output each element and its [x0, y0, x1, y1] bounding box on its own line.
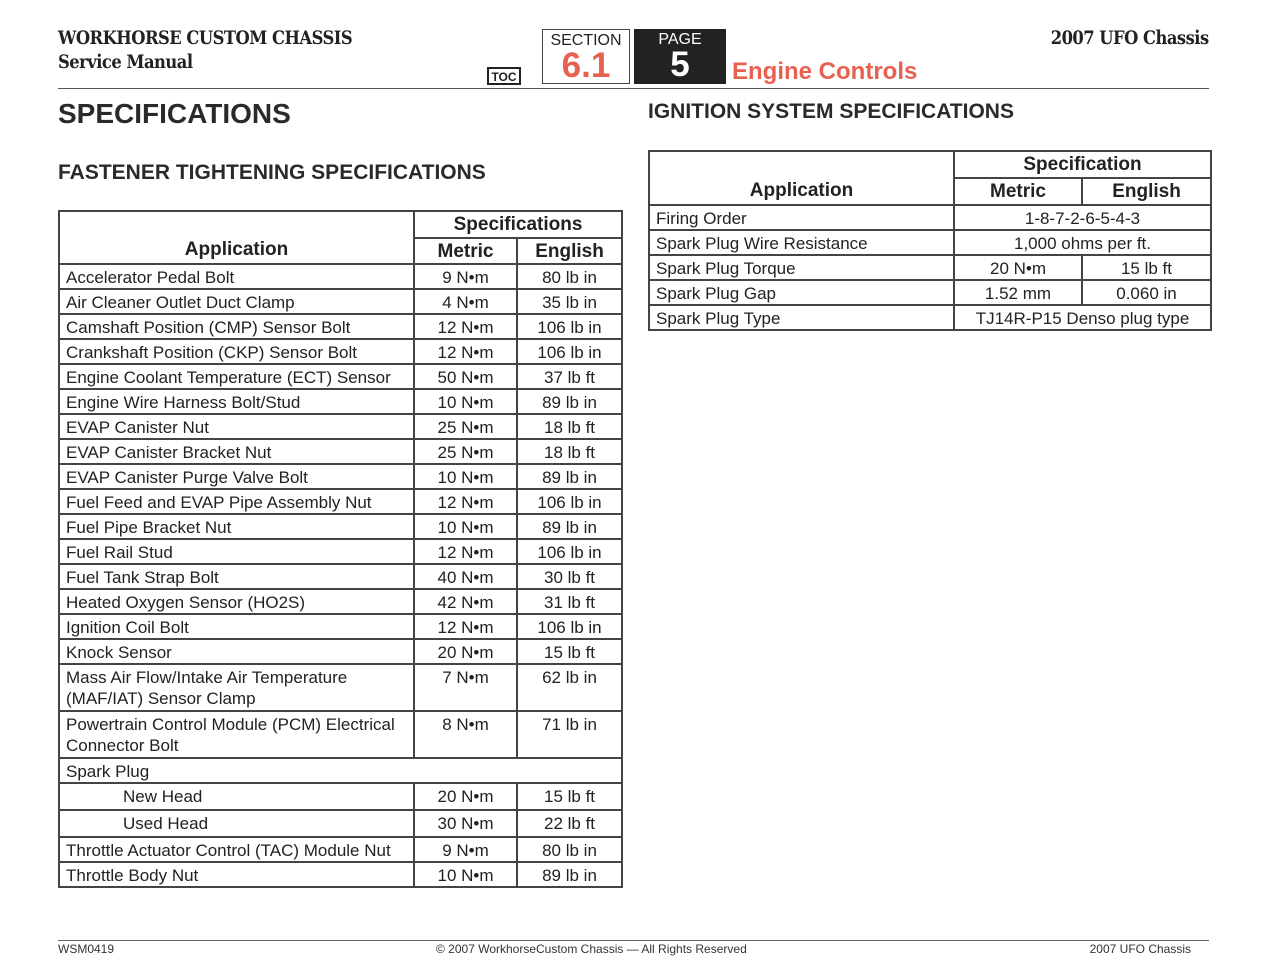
metric-cell: 50 N•m [414, 364, 517, 389]
table-row [59, 414, 622, 439]
metric-cell: 12 N•m [414, 314, 517, 339]
section-label: SECTION [550, 32, 622, 49]
table-row [59, 389, 622, 414]
table-row [649, 230, 1211, 255]
application-cell: Ignition Coil Bolt [59, 614, 414, 639]
application-cell: EVAP Canister Purge Valve Bolt [59, 464, 414, 489]
table-row [59, 614, 622, 639]
metric-cell: 10 N•m [414, 862, 517, 887]
english-cell: 80 lb in [517, 837, 622, 862]
application-cell: Spark Plug Torque [649, 255, 954, 280]
page-indicator [634, 29, 726, 84]
english-cell: 0.060 in [1082, 280, 1211, 305]
metric-cell: 42 N•m [414, 589, 517, 614]
chapter-title: Engine Controls [732, 58, 918, 85]
application-cell: Air Cleaner Outlet Duct Clamp [59, 289, 414, 314]
metric-cell: 9 N•m [414, 264, 517, 289]
metric-cell: 20 N•m [414, 783, 517, 810]
col-metric: Metric [954, 178, 1082, 205]
page-label: PAGE [658, 31, 702, 48]
table-row [59, 639, 622, 664]
footer-divider [58, 940, 1209, 941]
english-cell: 15 lb ft [517, 783, 622, 810]
table-row [59, 810, 622, 837]
specification-cell: TJ14R-P15 Denso plug type [954, 305, 1211, 330]
col-specifications: Specifications [414, 211, 622, 238]
col-english: English [517, 238, 622, 264]
table-row [59, 564, 622, 589]
application-cell: Spark Plug Gap [649, 280, 954, 305]
english-cell: 106 lb in [517, 314, 622, 339]
table-row [59, 364, 622, 389]
fastener-heading: FASTENER TIGHTENING SPECIFICATIONS [58, 161, 486, 184]
application-cell: Throttle Body Nut [59, 862, 414, 887]
fastener-spec-table [58, 210, 623, 888]
doc-id: WSM0419 [58, 942, 115, 956]
application-cell: New Head [59, 783, 414, 810]
section-number: 6.1 [561, 46, 611, 85]
english-cell: 80 lb in [517, 264, 622, 289]
application-cell: Fuel Pipe Bracket Nut [59, 514, 414, 539]
application-cell: Powertrain Control Module (PCM) Electrical Connector Bolt [59, 711, 414, 758]
english-cell: 35 lb in [517, 289, 622, 314]
metric-cell: 30 N•m [414, 810, 517, 837]
application-cell: Heated Oxygen Sensor (HO2S) [59, 589, 414, 614]
english-cell: 106 lb in [517, 539, 622, 564]
metric-cell: 12 N•m [414, 614, 517, 639]
application-cell: Throttle Actuator Control (TAC) Module Nut [59, 837, 414, 862]
english-cell: 37 lb ft [517, 364, 622, 389]
metric-cell: 1.52 mm [954, 280, 1082, 305]
application-cell: Spark Plug Wire Resistance [649, 230, 954, 255]
metric-cell: 9 N•m [414, 837, 517, 862]
table-row [649, 280, 1211, 305]
col-metric: Metric [414, 238, 517, 264]
table-row [59, 439, 622, 464]
application-cell: Accelerator Pedal Bolt [59, 264, 414, 289]
specification-cell: 1,000 ohms per ft. [954, 230, 1211, 255]
product-header: 2007 UFO Chassis [1051, 27, 1209, 49]
english-cell: 22 lb ft [517, 810, 622, 837]
application-cell: Spark Plug [59, 758, 622, 783]
metric-cell: 8 N•m [414, 711, 517, 758]
company-header [58, 26, 352, 74]
table-row [59, 711, 622, 758]
table-row [649, 255, 1211, 280]
table-row [59, 464, 622, 489]
ignition-spec-table [648, 150, 1212, 331]
footer-product: 2007 UFO Chassis [1089, 942, 1191, 956]
application-cell: Used Head [59, 810, 414, 837]
english-cell: 106 lb in [517, 339, 622, 364]
application-cell: Fuel Rail Stud [59, 539, 414, 564]
table-row [649, 305, 1211, 330]
metric-cell: 12 N•m [414, 489, 517, 514]
application-cell: Fuel Feed and EVAP Pipe Assembly Nut [59, 489, 414, 514]
col-english: English [1082, 178, 1211, 205]
col-application: Application [649, 151, 954, 205]
company-name: WORKHORSE CUSTOM CHASSIS [58, 27, 353, 49]
table-row [59, 339, 622, 364]
application-cell: Knock Sensor [59, 639, 414, 664]
specification-cell: 1-8-7-2-6-5-4-3 [954, 205, 1211, 230]
metric-cell: 40 N•m [414, 564, 517, 589]
table-row [59, 314, 622, 339]
metric-cell: 10 N•m [414, 389, 517, 414]
application-cell: Fuel Tank Strap Bolt [59, 564, 414, 589]
section-indicator [542, 29, 630, 84]
english-cell: 30 lb ft [517, 564, 622, 589]
metric-cell: 12 N•m [414, 539, 517, 564]
english-cell: 89 lb in [517, 514, 622, 539]
english-cell: 106 lb in [517, 489, 622, 514]
application-cell: Engine Wire Harness Bolt/Stud [59, 389, 414, 414]
col-application: Application [59, 211, 414, 264]
application-cell: EVAP Canister Bracket Nut [59, 439, 414, 464]
english-cell: 15 lb ft [517, 639, 622, 664]
metric-cell: 10 N•m [414, 514, 517, 539]
english-cell: 15 lb ft [1082, 255, 1211, 280]
metric-cell: 25 N•m [414, 439, 517, 464]
col-specification: Specification [954, 151, 1211, 178]
copyright: © 2007 WorkhorseCustom Chassis — All Rights Reserved [436, 942, 747, 956]
english-cell: 89 lb in [517, 464, 622, 489]
page-number: 5 [670, 45, 690, 84]
page-title: SPECIFICATIONS [58, 98, 291, 129]
table-row [59, 862, 622, 887]
english-cell: 71 lb in [517, 711, 622, 758]
table-row [649, 205, 1211, 230]
application-cell: Crankshaft Position (CKP) Sensor Bolt [59, 339, 414, 364]
table-row [59, 539, 622, 564]
application-cell: EVAP Canister Nut [59, 414, 414, 439]
table-row [59, 289, 622, 314]
ignition-heading: IGNITION SYSTEM SPECIFICATIONS [648, 100, 1014, 123]
application-cell: Firing Order [649, 205, 954, 230]
metric-cell: 20 N•m [954, 255, 1082, 280]
metric-cell: 4 N•m [414, 289, 517, 314]
metric-cell: 12 N•m [414, 339, 517, 364]
application-cell: Camshaft Position (CMP) Sensor Bolt [59, 314, 414, 339]
application-cell: Engine Coolant Temperature (ECT) Sensor [59, 364, 414, 389]
metric-cell: 20 N•m [414, 639, 517, 664]
english-cell: 89 lb in [517, 389, 622, 414]
table-row [59, 264, 622, 289]
table-row [59, 664, 622, 711]
table-row [59, 514, 622, 539]
table-row [59, 758, 622, 783]
table-row [59, 783, 622, 810]
manual-name: Service Manual [58, 51, 193, 73]
english-cell: 18 lb ft [517, 439, 622, 464]
english-cell: 89 lb in [517, 862, 622, 887]
table-row [59, 489, 622, 514]
application-cell: Spark Plug Type [649, 305, 954, 330]
metric-cell: 7 N•m [414, 664, 517, 711]
english-cell: 18 lb ft [517, 414, 622, 439]
english-cell: 62 lb in [517, 664, 622, 711]
table-row [59, 837, 622, 862]
header-divider [58, 88, 1209, 89]
metric-cell: 10 N•m [414, 464, 517, 489]
toc-button[interactable]: TOC [487, 67, 521, 85]
table-row [59, 589, 622, 614]
english-cell: 31 lb ft [517, 589, 622, 614]
english-cell: 106 lb in [517, 614, 622, 639]
metric-cell: 25 N•m [414, 414, 517, 439]
application-cell: Mass Air Flow/Intake Air Temperature (MAF/IAT) Sensor Clamp [59, 664, 414, 711]
